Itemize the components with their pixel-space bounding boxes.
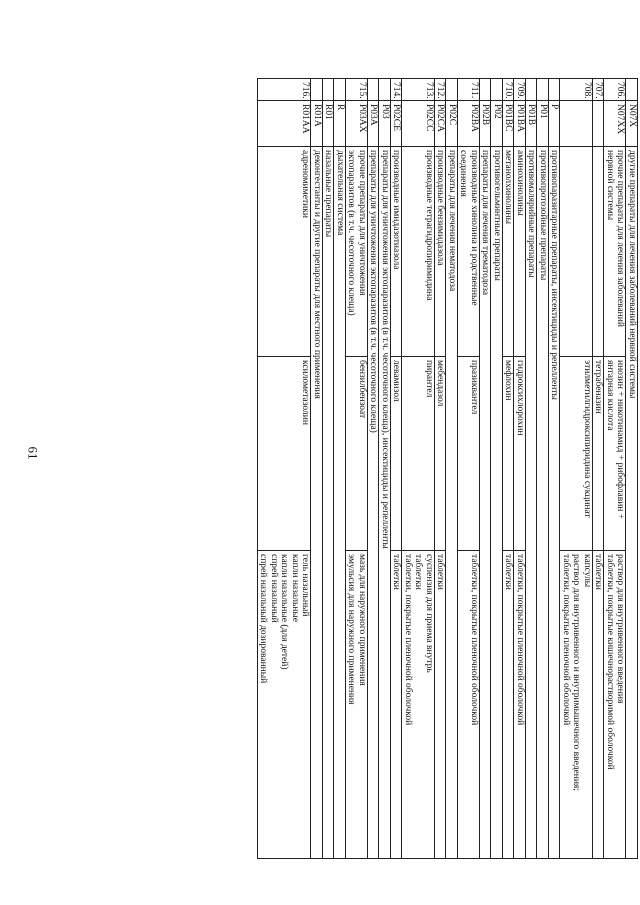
group-name: противогельминтные препараты [491,147,503,859]
group-name: дыхательная система [334,147,346,859]
group-name: производные бензимидазола [435,147,447,357]
drug-name: ксилометазолин [258,357,312,551]
row-number [334,79,346,101]
drug-name: бензилбензоат [346,357,368,551]
dosage-forms: капсулы раствор для внутривенного и внутримышечного введения; таблетки, покрытые пленочной оболочкой [560,551,593,859]
atc-code: P02B [480,101,492,147]
row-number: 707. [593,79,605,101]
table-row [346,79,368,859]
dosage-forms: мазь для наружного применения эмульсия для наружного применения [346,551,368,859]
row-number [323,79,335,101]
row-number [379,79,391,101]
row-number [491,79,503,101]
row-number: 709. [514,79,526,101]
table-row [526,79,538,859]
group-name: противомалярийные препараты [526,147,538,859]
drug-name: этилметилгидроксипиридина сукцинат [560,357,593,551]
drug-name: инозин + никотинамид + рибофлавин + янтарная кислота [604,357,626,551]
page-number: 61 [25,446,41,460]
table-row [323,79,335,859]
group-name: производные имидазотиазола [391,147,403,357]
row-number: 715. [346,79,368,101]
drug-name: левамизол [391,357,403,551]
group-name: метанолхинолины [503,147,515,357]
group-name: противопротозойные препараты [537,147,549,859]
row-number: 710. [503,79,515,101]
row-number [311,79,323,101]
atc-code: N07X [626,101,638,147]
table-row [626,79,638,859]
atc-code: P02CE [391,101,403,147]
rotated-page-content [192,78,638,858]
group-name: производные хинолина и родственные соединения [458,147,480,357]
atc-code: P03 [379,101,391,147]
table-row [334,79,346,859]
table-row [503,79,515,859]
atc-code: P [549,101,561,147]
drug-name: пирантел [402,357,435,551]
group-name [560,147,593,357]
table-body [258,79,638,859]
drug-name: мебендазол [435,357,447,551]
atc-code: P02 [491,101,503,147]
dosage-forms: таблетки [391,551,403,859]
atc-code: P02BA [458,101,480,147]
atc-code: P01BC [503,101,515,147]
group-name: производные тетрагидропиримидина [402,147,435,357]
group-name: препараты для лечения нематодоза [446,147,458,859]
atc-code: P01BA [514,101,526,147]
table-row [491,79,503,859]
group-name: аминохинолины [514,147,526,357]
atc-code: P01B [526,101,538,147]
atc-code: P03AX [346,101,368,147]
dosage-forms: раствор для внутривенного введения таблетки, покрытые кишечнорастворимой оболочкой [604,551,626,859]
table-row [368,79,380,859]
row-number [526,79,538,101]
atc-code: R01 [323,101,335,147]
table-row [446,79,458,859]
atc-code: P02CA [435,101,447,147]
atc-code: R01AA [258,101,312,147]
dosage-forms: гель назальный капли назальные капли назальные (для детей) спрей назальный спрей назальный дозированный [258,551,312,859]
row-number [626,79,638,101]
row-number: 716. [258,79,312,101]
group-name: прочие препараты для уничтожения эктопаразитов (в т.ч. чесоточного клеща) [346,147,368,357]
dosage-forms: таблетки, покрытые пленочной оболочкой [514,551,526,859]
row-number [537,79,549,101]
table-row [560,79,593,859]
row-number [480,79,492,101]
atc-code: P03A [368,101,380,147]
group-name: прочие препараты для лечения заболеваний нервной системы [604,147,626,357]
table-row [537,79,549,859]
table-row [604,79,626,859]
atc-code: R [334,101,346,147]
atc-code: P02C [446,101,458,147]
group-name: препараты для уничтожения эктопаразитов (в т.ч. чесоточного клеща), инсектициды и репелленты [379,147,391,859]
table-row [549,79,561,859]
table-row [391,79,403,859]
row-number: 708. [560,79,593,101]
dosage-forms: таблетки [503,551,515,859]
dosage-forms: суспензия для приема внутрь таблетки таблетки, покрытые пленочной оболочкой [402,551,435,859]
atc-code [593,101,605,147]
group-name: деконгестанты и другие препараты для местного применения [311,147,323,859]
group-name: противопаразитарные препараты, инсектициды и репелленты [549,147,561,859]
group-name [593,147,605,357]
table-row [379,79,391,859]
table-row [435,79,447,859]
group-name: препараты для лечения трематодоза [480,147,492,859]
atc-code: N07XX [604,101,626,147]
drug-name: гидроксихлорохин [514,357,526,551]
table-row [514,79,526,859]
row-number: 712. [435,79,447,101]
group-name: другие препараты для лечения заболеваний нервной системы [626,147,638,859]
row-number [549,79,561,101]
row-number: 714. [391,79,403,101]
row-number: 713. [402,79,435,101]
atc-code [560,101,593,147]
dosage-forms: таблетки, покрытые пленочной оболочкой [458,551,480,859]
atc-code: P01 [537,101,549,147]
atc-code: P02CC [402,101,435,147]
table-row [480,79,492,859]
drug-name: тетрабеназин [593,357,605,551]
atc-code: R01A [311,101,323,147]
dosage-forms: таблетки [435,551,447,859]
table-row [402,79,435,859]
table-row [593,79,605,859]
row-number: 711. [458,79,480,101]
row-number [368,79,380,101]
table-row [311,79,323,859]
group-name: назальные препараты [323,147,335,859]
group-name: препараты для уничтожения эктопаразитов (в т.ч. чесоточного клеща) [368,147,380,859]
row-number [446,79,458,101]
row-number: 706. [604,79,626,101]
drug-name: празиквантел [458,357,480,551]
table-row [458,79,480,859]
group-name: адреномиметики [258,147,312,357]
table-row [258,79,312,859]
drug-list-table [257,78,638,859]
drug-name: мефлохин [503,357,515,551]
dosage-forms: таблетки [593,551,605,859]
